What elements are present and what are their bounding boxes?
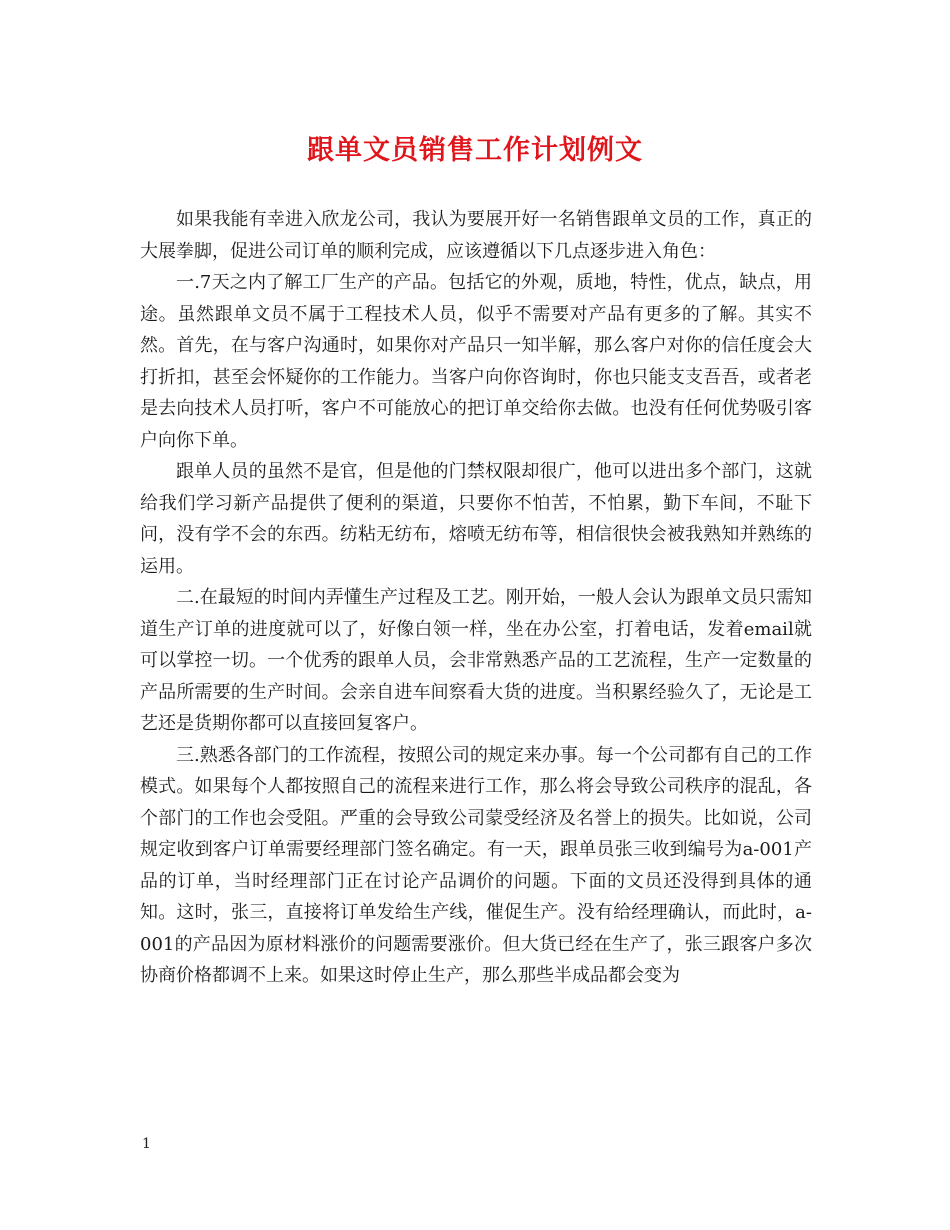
paragraph-intro: 如果我能有幸进入欣龙公司，我认为要展开好一名销售跟单文员的工作，真正的大展拳脚，促进公司订单的顺利完成，应该遵循以下几点逐步进入角色： [140,209,812,262]
paragraph-point-three: 三.熟悉各部门的工作流程，按照公司的规定来办事。每一个公司都有自己的工作模式。如果每个人都按照自己的流程来进行工作，那么将会导致公司秩序的混乱，各个部门的工作也会受阻。严重的会导致公司蒙受经济及名誉上的损失。比如说，公司规定收到客户订单需要经理部门签名确定。有一天，跟单员张三收到编号为a-001产品的订单，当时经理部门正在讨论产品调价的问题。下面的文员还没得到具体的通知。这时，张三，直接将订单发给生产线，催促生产。没有给经理确认，而此时，a-001的产品因为原材料涨价的问题需要涨价。但大货已经在生产了，张三跟客户多次协商价格都调不上来。如果这时停止生产，那么那些半成品都会变为 [140,744,812,986]
paragraph-point-one-continued: 跟单人员的虽然不是官，但是他的门禁权限却很广，他可以进出多个部门，这就给我们学习新产品提供了便利的渠道，只要你不怕苦，不怕累，勤下车间，不耻下问，没有学不会的东西。纺粘无纺布，熔喷无纺布等，相信很快会被我熟知并熟练的运用。 [140,461,812,577]
paragraph-point-two: 二.在最短的时间内弄懂生产过程及工艺。刚开始，一般人会认为跟单文员只需知道生产订单的进度就可以了，好像白领一样，坐在办公室，打着电话，发着email就可以掌控一切。一个优秀的跟单人员，会非常熟悉产品的工艺流程，生产一定数量的产品所需要的生产时间。会亲自进车间察看大货的进度。当积累经验久了，无论是工艺还是货期你都可以直接回复客户。 [140,587,812,734]
document-title: 跟单文员销售工作计划例文 [307,135,643,166]
paragraph-point-one: 一.7天之内了解工厂生产的产品。包括它的外观，质地，特性，优点，缺点，用途。虽然跟单文员不属于工程技术人员，似乎不需要对产品有更多的了解。其实不然。首先，在与客户沟通时，如果你对产品只一知半解，那么客户对你的信任度会大打折扣，甚至会怀疑你的工作能力。当客户向你咨询时，你也只能支支吾吾，或者老是去向技术人员打听，客户不可能放心的把订单交给你去做。也没有任何优势吸引客户向你下单。 [140,272,812,451]
document-body [140,204,812,992]
page-number: 1 [142,1136,151,1152]
